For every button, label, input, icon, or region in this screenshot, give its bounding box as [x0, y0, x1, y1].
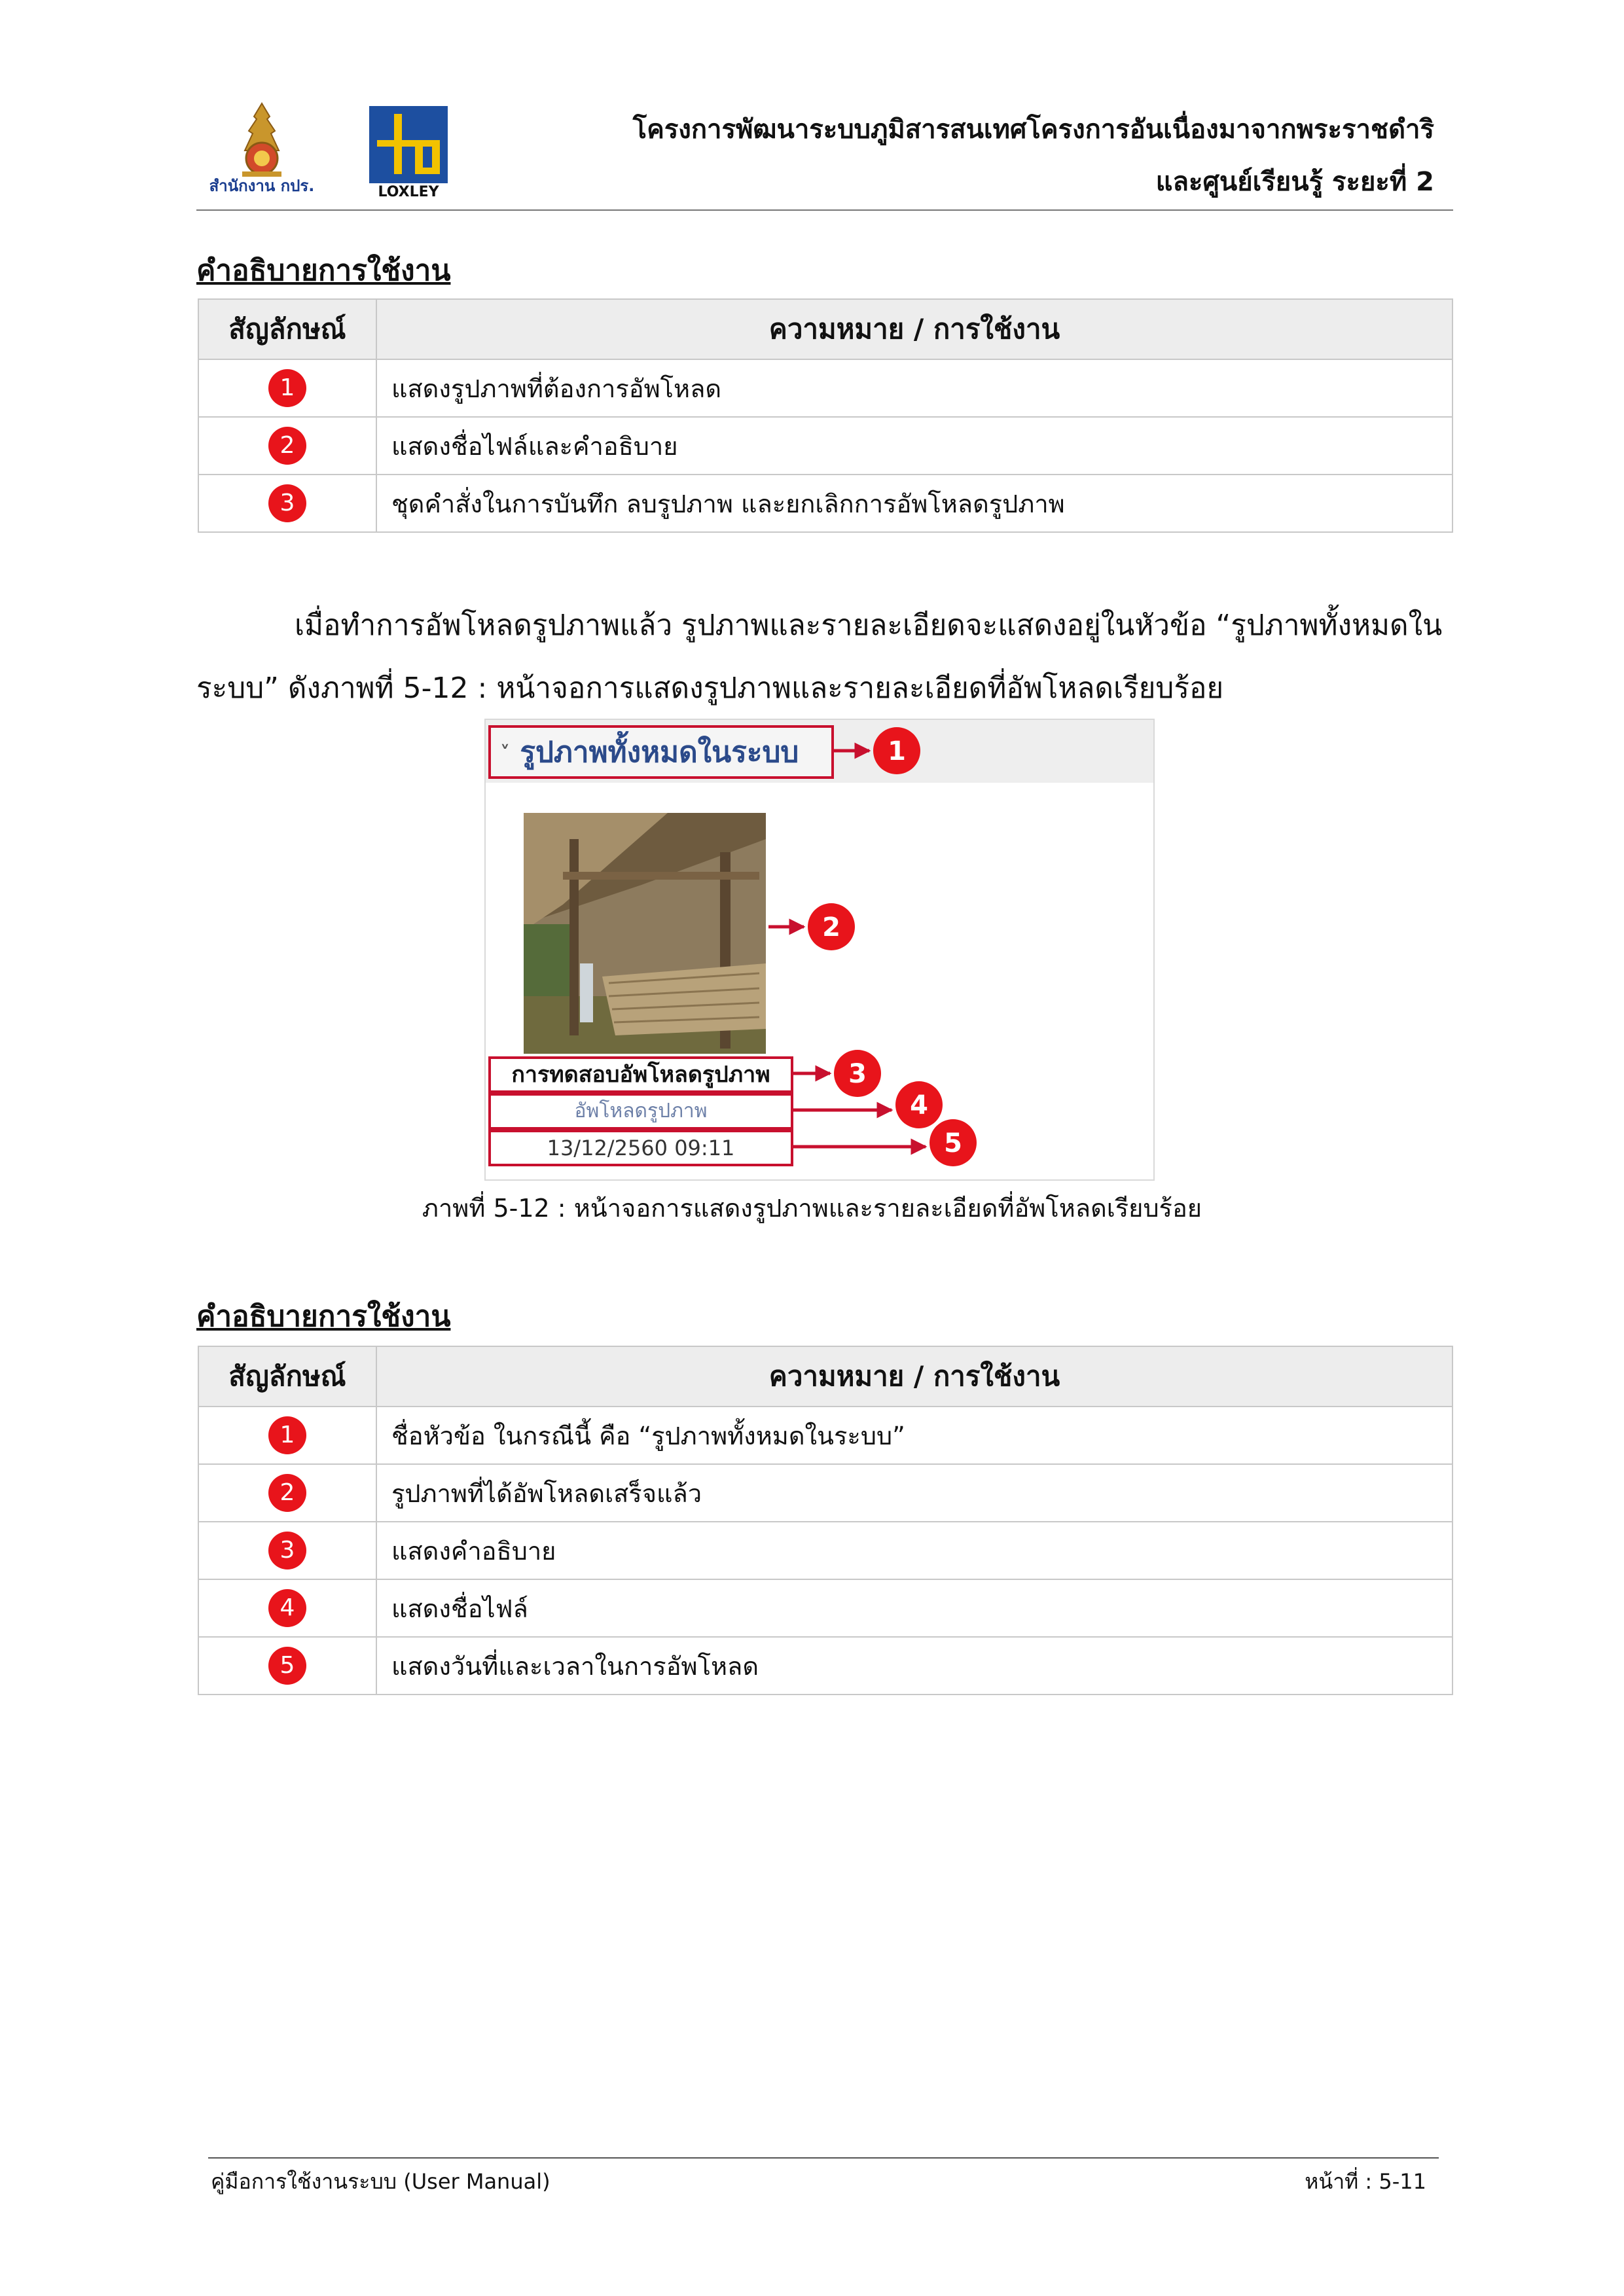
photo-description-label: การทดสอบอัพโหลดรูปภาพ: [488, 1056, 793, 1093]
chevron-down-icon: ˅: [500, 742, 510, 765]
table-row: [198, 1579, 1453, 1637]
footer-divider: [208, 2157, 1439, 2159]
loxley-logo-text: LOXLEY: [378, 184, 439, 200]
screenshot-figure: [484, 719, 1155, 1181]
callout-badge: 1: [268, 369, 306, 407]
col-symbol-header: สัญลักษณ์: [198, 299, 376, 359]
header-title-line2: และศูนย์เรียนรู้ ระยะที่ 2: [1155, 167, 1434, 197]
seal-emblem-icon: [242, 103, 281, 177]
svg-text:2: 2: [822, 912, 840, 942]
footer-manual-title: คู่มือการใช้งานระบบ (User Manual): [211, 2169, 550, 2194]
paragraph-line2: ระบบ” ดังภาพที่ 5-12 : หน้าจอการแสดงรูปภาพและรายละเอียดที่อัพโหลดเรียบร้อย: [196, 672, 1224, 705]
row-text: แสดงรูปภาพที่ต้องการอัพโหลด: [376, 359, 1453, 417]
callout-badge: 2: [268, 1474, 306, 1512]
table-row: [198, 1407, 1453, 1464]
section2-title: คำอธิบายการใช้งาน: [196, 1300, 451, 1333]
callout-annotations: [486, 720, 1153, 1179]
row-text: แสดงคำอธิบาย: [376, 1522, 1453, 1579]
col-meaning-header: ความหมาย / การใช้งาน: [376, 299, 1453, 359]
figure-heading-text: รูปภาพทั้งหมดในระบบ: [520, 736, 799, 769]
org-logo-text: สำนักงาน กปร.: [209, 177, 315, 195]
row-text: แสดงชื่อไฟล์: [376, 1579, 1453, 1637]
row-text: ชุดคำสั่งในการบันทึก ลบรูปภาพ และยกเลิกการอัพโหลดรูปภาพ: [376, 475, 1453, 532]
header-title-line1: โครงการพัฒนาระบบภูมิสารสนเทศโครงการอันเนื่องมาจากพระราชดำริ: [632, 115, 1434, 145]
svg-text:5: 5: [944, 1128, 962, 1158]
table-row: [198, 1522, 1453, 1579]
table-row: [198, 475, 1453, 532]
table-header-row: [198, 299, 1453, 359]
table-row: [198, 1464, 1453, 1522]
callout-3: [793, 1050, 881, 1097]
callout-2: [768, 903, 855, 950]
row-text: ชื่อหัวข้อ ในกรณีนี้ คือ “รูปภาพทั้งหมดในระบบ”: [376, 1407, 1453, 1464]
footer-page-number: หน้าที่ : 5-11: [1305, 2169, 1426, 2194]
org-seal-logo: [196, 98, 327, 196]
header-divider: [196, 209, 1453, 211]
callout-badge: 1: [268, 1416, 306, 1454]
section1-title: คำอธิบายการใช้งาน: [196, 254, 451, 287]
svg-text:4: 4: [910, 1090, 928, 1121]
col-symbol-header: สัญลักษณ์: [198, 1346, 376, 1407]
col-meaning-header: ความหมาย / การใช้งาน: [376, 1346, 1453, 1407]
callout-badge: 3: [268, 484, 306, 522]
table-row: [198, 359, 1453, 417]
body-paragraph: [196, 594, 1453, 720]
row-text: แสดงชื่อไฟล์และคำอธิบาย: [376, 417, 1453, 475]
row-text: รูปภาพที่ได้อัพโหลดเสร็จแล้ว: [376, 1464, 1453, 1522]
callout-5: [793, 1119, 977, 1166]
loxley-logo: [368, 105, 449, 200]
photo-datetime-label: 13/12/2560 09:11: [488, 1130, 793, 1166]
row-text: แสดงวันที่และเวลาในการอัพโหลด: [376, 1637, 1453, 1695]
table-header-row: [198, 1346, 1453, 1407]
svg-text:1: 1: [888, 736, 906, 766]
callout-badge: 2: [268, 427, 306, 465]
callout-badge: 5: [268, 1647, 306, 1685]
figure-caption: ภาพที่ 5-12 : หน้าจอการแสดงรูปภาพและรายละเอียดที่อัพโหลดเรียบร้อย: [422, 1194, 1202, 1223]
table-row: [198, 1637, 1453, 1695]
callout-badge: 3: [268, 1532, 306, 1570]
callout-1: [831, 727, 920, 774]
table-row: [198, 417, 1453, 475]
svg-text:3: 3: [848, 1059, 867, 1089]
paragraph-line1: เมื่อทำการอัพโหลดรูปภาพแล้ว รูปภาพและรายละเอียดจะแสดงอยู่ในหัวข้อ “รูปภาพทั้งหมดใน: [295, 609, 1443, 642]
callout-badge: 4: [268, 1589, 306, 1627]
photo-filename-label: อัพโหลดรูปภาพ: [488, 1093, 793, 1130]
section1-legend-table: [198, 298, 1453, 533]
section2-legend-table: [198, 1346, 1453, 1695]
